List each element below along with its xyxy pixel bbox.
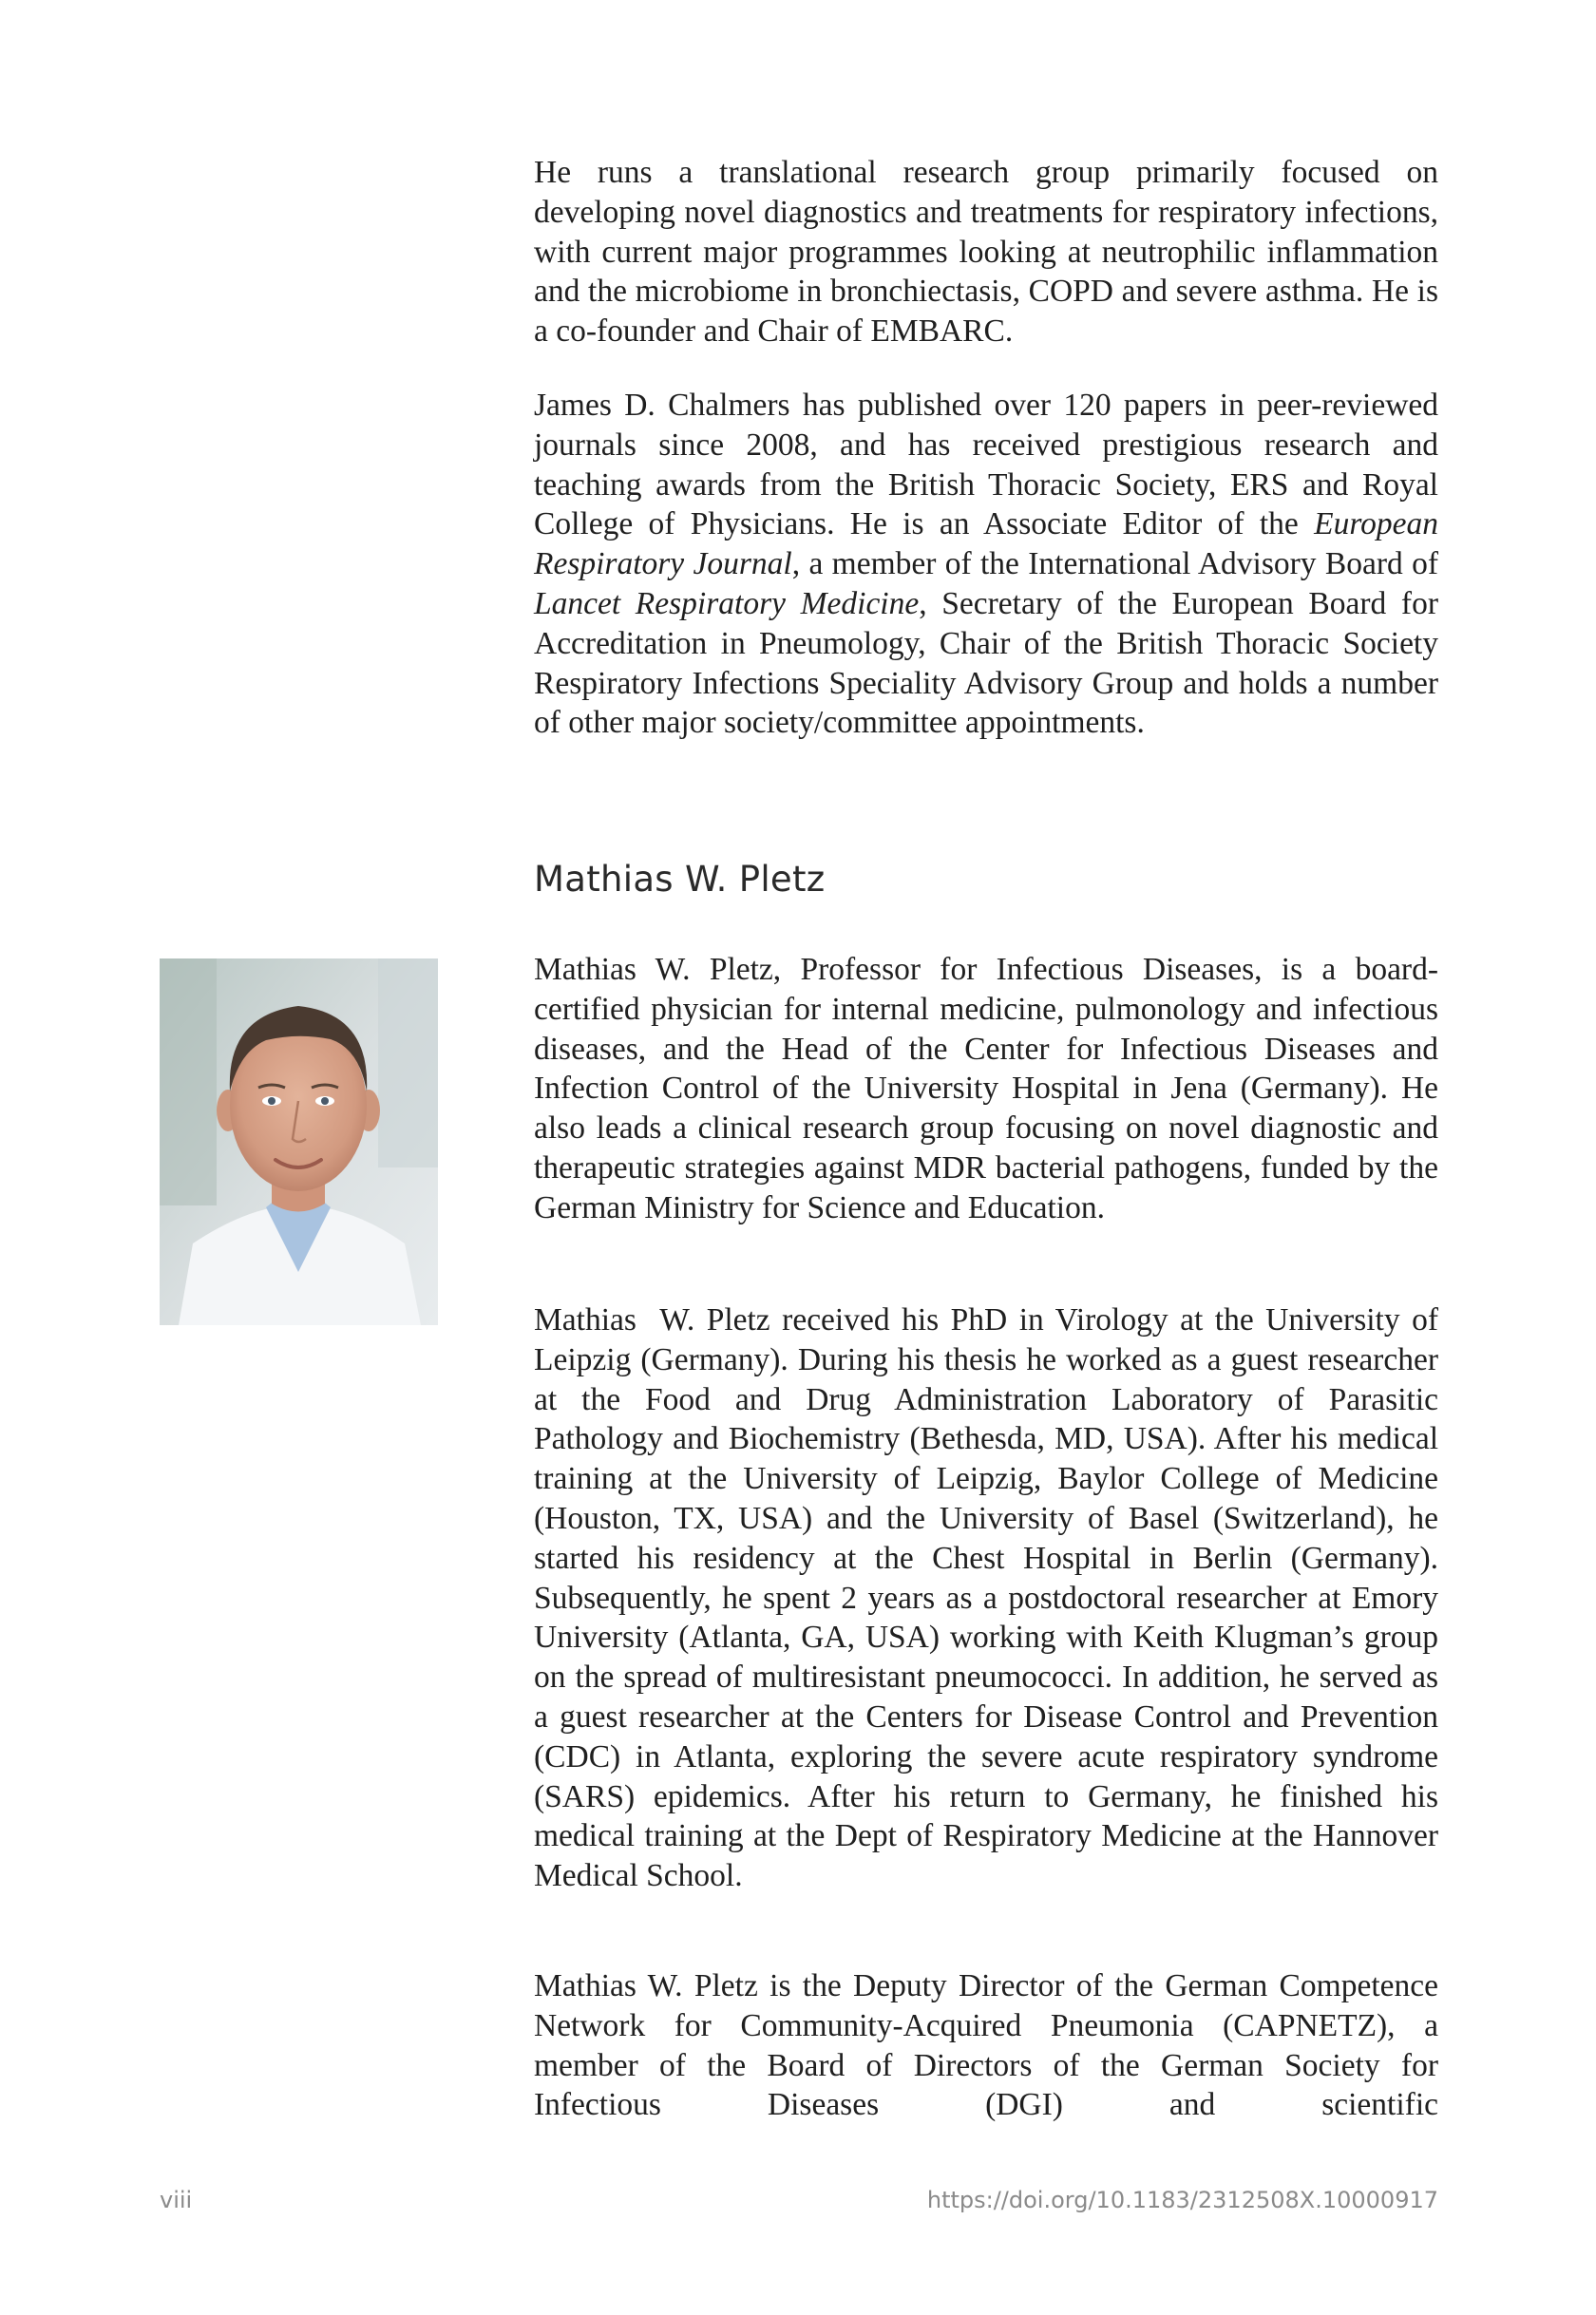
paragraph-text: Mathias W. Pletz received his PhD in Virology at the University of Leipzig (Germany). During his thesis he worked as a guest researcher at the Food and Drug Administration Laboratory of Parasitic Pathology and Biochemistry (Bethesda, MD, USA). After his medical training at the University of Leipzig, Baylor College of Medicine (Houston, TX, USA) and the University of Basel (Switzerland), he started his residency at the Chest Hospital in Berlin (Germany). Subsequently, he spent 2 years as a postdoctoral researcher at Emory University (Atlanta, GA, USA) working with Keith Klugman’s group on the spread of multiresistant pneumococci. In addition, he served as a guest researcher at the Centers for Disease Control and Prevention (CDC) in Atlanta, exploring the severe acute respiratory syndrome (SARS) epidemics. After his return to Germany, he finished his medical training at the Dept of Respiratory Medicine at the Hannover Medical School. [534,1302,1447,1894]
paragraph-text [534,386,1438,743]
text-run: , a member of the International Advisory Board of [791,546,1439,582]
paragraph-text: Mathias W. Pletz is the Deputy Director of the German Competence Network for Community-Acquired Pneumonia (CAPNETZ), a member of the Board of Directors of the German Society for Infectious Diseases (DGI) and scientific [534,1968,1438,2123]
paragraph-text: He runs a translational research group primarily focused on developing novel diagnostics and treatments for respiratory infections, with current major programmes looking at neutrophilic inflammation and the microbiome in bronchiectasis, COPD and severe asthma. He is a co-founder and Chair of EMBARC. [534,155,1438,350]
doi-link[interactable]: https://doi.org/10.1183/2312508X.10000917 [926,2187,1438,2213]
text-run: , Secretary of the European Board for Accreditation in Pneumology, Chair of the British Thoracic Society Respiratory Infections Speciality Advisory Group and holds a number of other major society/committee appointments. [534,585,1438,741]
bio-paragraph-4 [534,1300,1447,1896]
journal-title: Lancet Respiratory Medicine [534,585,920,621]
bio-paragraph-2 [534,386,1438,743]
text-run: James D. Chalmers has published over 120 papers in peer-reviewed journals since 2008, and has received prestigious research and teaching awards from the British Thoracic Society, ERS and Royal College of Physicians. He is an Associate Editor of the [534,388,1438,542]
page-number: viii [160,2187,193,2213]
journal-title: European Respiratory Journal [534,506,1438,582]
bio-paragraph-5 [534,1966,1438,2125]
paragraph-text: Mathias W. Pletz, Professor for Infectious Diseases, is a board-certified physician for internal medicine, pulmonology and infectious diseases, and the Head of the Center for Infectious Diseases and Infection Control of the University Hospital in Jena (Germany). He also leads a clinical research group focusing on novel diagnostic and therapeutic strategies against MDR bacterial pathogens, funded by the German Ministry for Science and Education. [534,952,1438,1225]
section-heading: Mathias W. Pletz [534,859,826,900]
bio-paragraph-3 [534,950,1438,1228]
bio-paragraph-1 [534,153,1438,351]
section-heading-wrapper [534,855,1438,904]
portrait-photo [160,958,438,1325]
